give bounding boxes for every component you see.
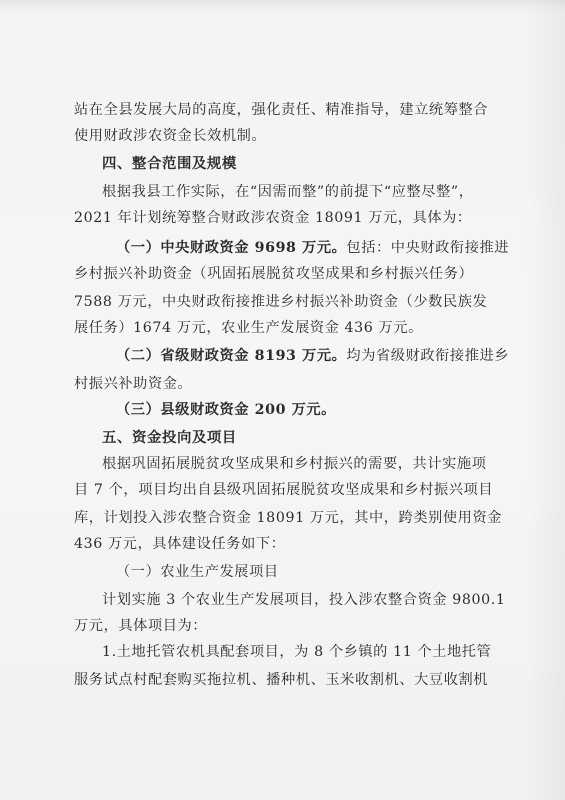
paragraph-line: 计划实施 3 个农业生产发展项目，投入涉农整合资金 9800.1 [102, 592, 506, 608]
subsection-county-funds: （三）县级财政资金 200 万元。 [116, 402, 336, 418]
paragraph-line: 2021 年计划统筹整合财政涉农资金 18091 万元，具体为： [74, 210, 472, 226]
subsection-provincial-funds: （二）省级财政资金 8193 万元。 [116, 348, 347, 364]
subsection-central-funds: （一）中央财政资金 9698 万元。 [116, 240, 347, 256]
paragraph-line: 库，计划投入涉农整合资金 18091 万元，其中，跨类别使用资金 [74, 510, 503, 526]
paragraph-line: 服务试点村配套购买拖拉机、播种机、玉米收割机、大豆收割机 [74, 672, 489, 688]
paragraph-line: 村振兴补助资金。 [74, 376, 193, 392]
paragraph-line: 7588 万元，中央财政衔接推进乡村振兴补助资金（少数民族发 [74, 294, 488, 310]
paragraph-line [74, 344, 510, 370]
paragraph-line: 1.土地托管农机具配套项目，为 8 个乡镇的 11 个土地托管 [102, 644, 492, 660]
paragraph-line: 展任务）1674 万元，农业生产发展资金 436 万元。 [74, 320, 423, 336]
paragraph-line [74, 236, 510, 262]
scan-shadow-right [525, 0, 565, 800]
paragraph-line: 目 7 个，项目均出自县级巩固拓展脱贫攻坚成果和乡村振兴项目 [74, 482, 494, 498]
section-heading-4: 四、整合范围及规模 [102, 156, 237, 172]
subsection-agri-production: （一）农业生产发展项目 [116, 564, 279, 580]
paragraph-line: 万元，具体项目为： [74, 618, 208, 634]
paragraph-line: 站在全县发展大局的高度，强化责任、精准指导，建立统筹整合 [74, 102, 489, 118]
section-heading-5: 五、资金投向及项目 [102, 430, 237, 446]
scan-shadow-top [0, 0, 565, 12]
paragraph-line: 使用财政涉农资金长效机制。 [74, 128, 267, 144]
paragraph-line: 根据我县工作实际，在“因需而整”的前提下“应整尽整”， [102, 184, 474, 200]
paragraph-text: 包括：中央财政衔接推进 [346, 240, 510, 256]
paragraph-line: 436 万元，具体建设任务如下： [74, 536, 286, 552]
paragraph-text: 均为省级财政衔接推进乡 [346, 348, 510, 364]
paragraph-line: 乡村振兴补助资金（巩固拓展脱贫攻坚成果和乡村振兴任务） [74, 266, 474, 282]
paragraph-line: 根据巩固拓展脱贫攻坚成果和乡村振兴的需要，共计实施项 [102, 456, 487, 472]
